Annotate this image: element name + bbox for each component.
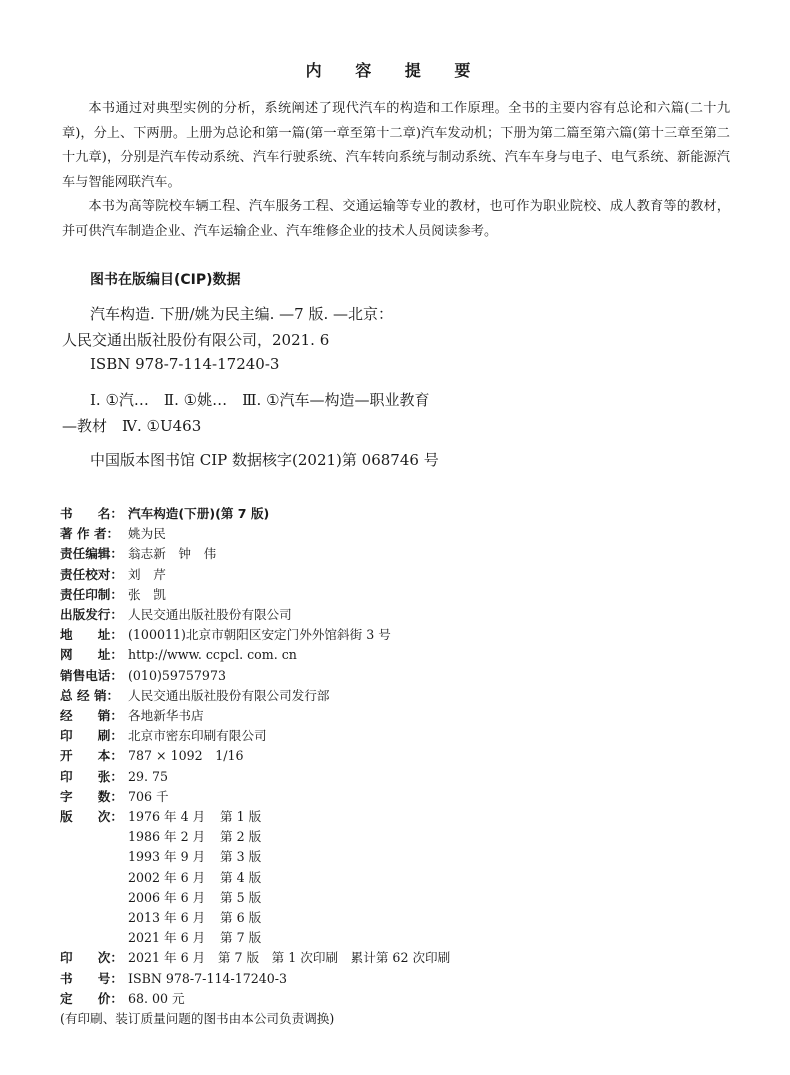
info-label: 字 数：: [60, 788, 123, 804]
edition-row: [128, 908, 261, 928]
info-row: [60, 787, 740, 807]
info-row: [60, 726, 740, 746]
info-row: [60, 686, 740, 706]
cip-line-3: ISBN 978-7-114-17240-3: [90, 355, 280, 373]
info-label: 出版发行：: [60, 607, 123, 623]
editions-row: [60, 807, 740, 948]
info-label: 著 作 者：: [60, 526, 120, 542]
info-value: 787 × 1092 1/16: [128, 748, 244, 764]
edition-row: [128, 888, 261, 908]
info-value: 人民交通出版社股份有限公司发行部: [128, 687, 330, 703]
info-row: [60, 767, 740, 787]
info-value: 人民交通出版社股份有限公司: [128, 607, 292, 623]
info-value: 张 凯: [128, 586, 166, 602]
edition-row: [128, 868, 261, 888]
edition-label: 第 6 版: [220, 910, 262, 926]
edition-row: [128, 827, 261, 847]
info-value: 29. 75: [128, 768, 169, 784]
info-value: 68. 00 元: [128, 990, 185, 1006]
info-label: 定 价：: [60, 990, 123, 1006]
edition-date: 2002 年 6 月: [128, 869, 206, 885]
info-row: [60, 605, 740, 625]
info-row: [60, 565, 740, 585]
quality-note: (有印刷、装订质量问题的图书由本公司负责调换): [60, 1011, 335, 1027]
cip-line-6: 中国版本图书馆 CIP 数据核字(2021)第 068746 号: [90, 451, 439, 469]
info-value: 706 千: [128, 788, 169, 804]
info-label: 印 刷：: [60, 728, 123, 744]
info-label: 销售电话：: [60, 667, 123, 683]
info-label: 责任印制：: [60, 586, 123, 602]
edition-date: 1976 年 4 月: [128, 809, 206, 825]
info-label: 责任编辑：: [60, 546, 123, 562]
edition-date: 1986 年 2 月: [128, 829, 206, 845]
info-label: 开 本：: [60, 748, 123, 764]
info-value: 2021 年 6 月 第 7 版 第 1 次印刷 累计第 62 次印刷: [128, 950, 451, 966]
edition-row: [128, 807, 261, 827]
info-label: 书 号：: [60, 970, 123, 986]
info-row: [60, 504, 740, 524]
info-row: [60, 585, 740, 605]
isbn-row: [60, 969, 740, 989]
info-value: 刘 芹: [128, 566, 166, 582]
info-value: 姚为民: [128, 526, 166, 542]
info-row: [60, 746, 740, 766]
info-label: 印 张：: [60, 768, 123, 784]
edition-row: [128, 928, 261, 948]
cip-line-2: 人民交通出版社股份有限公司，2021. 6: [62, 331, 330, 349]
info-label: 网 址：: [60, 647, 123, 663]
info-label: 版 次：: [60, 809, 123, 825]
edition-label: 第 5 版: [220, 889, 262, 905]
edition-date: 2013 年 6 月: [128, 910, 206, 926]
info-value: http://www. ccpcl. com. cn: [128, 647, 297, 663]
edition-label: 第 3 版: [220, 849, 262, 865]
edition-date: 2021 年 6 月: [128, 930, 206, 946]
summary-paragraph-2: 本书为高等院校车辆工程、汽车服务工程、交通运输等专业的教材，也可作为职业院校、成人教育等的教材，并可供汽车制造企业、汽车运输企业、汽车维修企业的技术人员阅读参考。: [62, 199, 730, 239]
info-value: ISBN 978-7-114-17240-3: [128, 970, 288, 986]
publication-info: [60, 504, 740, 1029]
info-label: 经 销：: [60, 708, 123, 724]
info-label: 地 址：: [60, 627, 123, 643]
info-row: [60, 666, 740, 686]
editions-list: [126, 807, 261, 948]
print-row: [60, 948, 740, 968]
info-value: 汽车构造(下册)(第 7 版): [128, 506, 270, 521]
cip-line-5: —教材 Ⅳ. ①U463: [62, 417, 202, 435]
edition-label: 第 1 版: [220, 809, 262, 825]
page-title: 内 容 提 要: [305, 61, 485, 80]
info-label: 书 名：: [60, 506, 123, 521]
edition-label: 第 4 版: [220, 869, 262, 885]
info-value: 北京市密东印刷有限公司: [128, 728, 267, 744]
info-row: [60, 524, 740, 544]
edition-row: [128, 847, 261, 867]
info-label: 责任校对：: [60, 566, 123, 582]
info-label: 印 次：: [60, 950, 123, 966]
info-row: [60, 544, 740, 564]
info-value: 翁志新 钟 伟: [128, 546, 217, 562]
summary-paragraph-1: 本书通过对典型实例的分析，系统阐述了现代汽车的构造和工作原理。全书的主要内容有总论和六篇(二十九章)，分上、下两册。上册为总论和第一篇(第一章至第十二章)汽车发动机；下册为第二篇至第六篇(第十三章至第二十九章)，分别是汽车传动系统、汽车行驶系统、汽车转向系统与制动系统、汽车车身与电子、电气系统、新能源汽车与智能网联汽车。: [62, 101, 730, 190]
cip-line-1: 汽车构造. 下册/姚为民主编. —7 版. —北京：: [90, 305, 393, 323]
info-value: 各地新华书店: [128, 708, 204, 724]
edition-date: 2006 年 6 月: [128, 889, 206, 905]
cip-heading: 图书在版编目(CIP)数据: [90, 272, 241, 288]
info-row: [60, 706, 740, 726]
cip-line-4: Ⅰ. ①汽… Ⅱ. ①姚… Ⅲ. ①汽车—构造—职业教育: [90, 391, 430, 409]
price-row: [60, 989, 740, 1009]
edition-label: 第 7 版: [220, 930, 262, 946]
info-value: (100011)北京市朝阳区安定门外外馆斜街 3 号: [128, 627, 391, 643]
edition-label: 第 2 版: [220, 829, 262, 845]
info-row: [60, 645, 740, 665]
info-row: [60, 625, 740, 645]
info-label: 总 经 销：: [60, 687, 120, 703]
edition-date: 1993 年 9 月: [128, 849, 206, 865]
info-value: (010)59757973: [128, 667, 226, 683]
